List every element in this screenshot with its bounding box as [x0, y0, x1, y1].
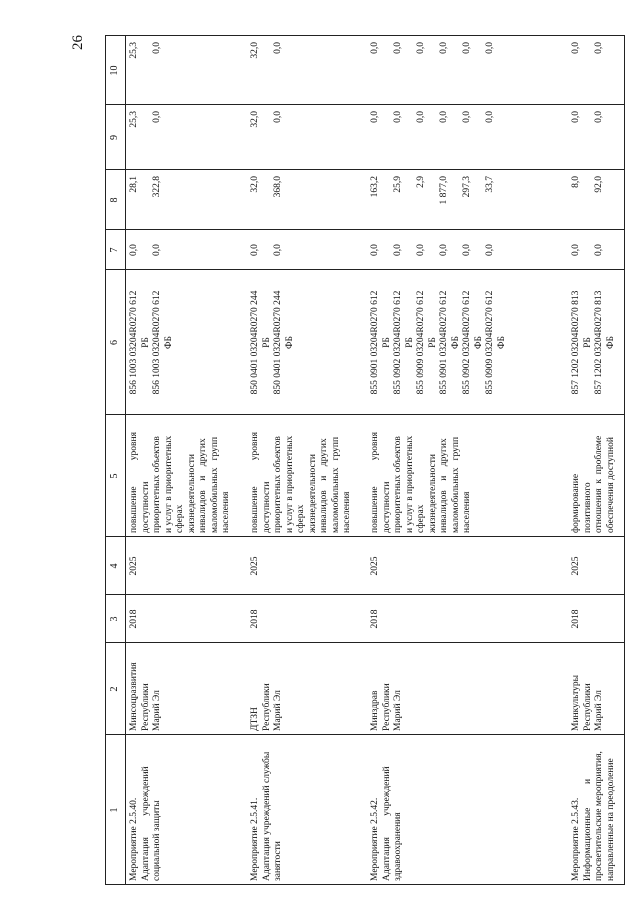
start-year-cell: 2018 [571, 609, 581, 629]
col-header: 10 [109, 65, 120, 76]
budget-code-cell: 857 1202 03204R0270 813 РБ 857 1202 03204R0270 813 ФБ [571, 290, 616, 395]
activity-cell: Мероприятие 2.5.40. Адаптация учреждений социальной защиты [129, 766, 162, 881]
col-header: 9 [109, 135, 120, 140]
document-table [105, 35, 625, 885]
executor-cell: Минсоцразвития Республики Марий Эл [129, 662, 162, 731]
budget-code-cell: 850 0401 03204R0270 244 РБ 850 0401 03204R0270 244 ФБ [250, 290, 295, 395]
value-cell: 25,3 0,0 [129, 111, 162, 128]
activity-cell: Мероприятие 2.5.43. Информационные и просветительские мероприятия, направленные на преодоление [571, 751, 616, 881]
value-cell: 0,0 0,0 [250, 244, 283, 256]
value-cell: 32,0 368,0 [250, 176, 283, 198]
executor-cell: Минздрав Республики Марий Эл [370, 683, 403, 731]
budget-code-cell: 856 1003 03204R0270 612 РБ 856 1003 03204R0270 612 ФБ [129, 290, 174, 395]
col-border [105, 229, 625, 230]
col-border [105, 594, 625, 595]
col-border [105, 169, 625, 170]
value-cell: 0,0 0,0 [571, 111, 604, 123]
col-border [105, 884, 625, 885]
end-year-cell: 2025 [370, 556, 380, 576]
value-cell: 28,1 322,8 [129, 176, 162, 198]
value-cell: 0,0 0,0 [571, 42, 604, 54]
value-cell: 0,0 0,0 0,0 0,0 0,0 0,0 [370, 42, 495, 54]
col-border [105, 536, 625, 537]
result-cell: формирование позитивного отношения к проблеме обеспечения доступной [571, 435, 616, 533]
value-cell: 32,0 0,0 [250, 111, 283, 128]
executor-cell: ДТЗН Республики Марий Эл [250, 683, 283, 731]
start-year-cell: 2018 [129, 609, 139, 629]
budget-code-cell: 855 0901 03204R0270 612 РБ 855 0902 03204R0270 612 РБ 855 0909 03204R0270 612 РБ 855 0901 03204R0270 612 ФБ 855 0902 03204R0270 612 ФБ 855 0909 03204R0270 612 ФБ [370, 290, 507, 395]
page-number: 26 [70, 35, 86, 50]
col-border [105, 414, 625, 415]
end-year-cell: 2025 [250, 556, 260, 576]
col-border [105, 104, 625, 105]
col-header: 6 [109, 340, 120, 345]
col-header: 2 [109, 686, 120, 692]
value-cell: 163,2 25,9 2,9 1 877,0 297,3 33,7 [370, 176, 495, 205]
result-cell: повышение уровня доступности приоритетных объектов и услуг в приоритетных сферах жизнедеятельности инвалидов и других маломобильных групп населения [250, 432, 352, 533]
start-year-cell: 2018 [370, 609, 380, 629]
result-cell: повышение уровня доступности приоритетных объектов и услуг в приоритетных сферах жизнедеятельности инвалидов и других маломобильных групп населения [370, 432, 472, 533]
col-header: 7 [109, 247, 120, 253]
col-header: 4 [109, 563, 120, 569]
executor-cell: Минкультуры Республики Марий Эл [571, 674, 604, 731]
value-cell: 0,0 0,0 0,0 0,0 0,0 0,0 [370, 111, 495, 123]
start-year-cell: 2018 [250, 609, 260, 629]
col-border [105, 734, 625, 735]
col-header: 8 [109, 197, 120, 203]
value-cell: 0,0 0,0 [571, 244, 604, 256]
value-cell: 0,0 0,0 [129, 244, 162, 256]
col-header: 5 [109, 473, 120, 479]
value-cell: 32,0 0,0 [250, 42, 283, 59]
activity-cell: Мероприятие 2.5.41. Адаптация учреждений службы занятости [250, 751, 283, 881]
result-cell: повышение уровня доступности приоритетных объектов и услуг в приоритетных сферах жизнедеятельности инвалидов и других маломобильных групп населения [129, 432, 231, 533]
header-rule [125, 35, 126, 885]
value-cell: 0,0 0,0 0,0 0,0 0,0 0,0 [370, 244, 495, 256]
end-year-cell: 2025 [129, 556, 139, 576]
value-cell: 25,3 0,0 [129, 42, 162, 59]
value-cell: 8,0 92,0 [571, 176, 604, 193]
col-header: 3 [109, 616, 120, 622]
col-border [105, 642, 625, 643]
activity-cell: Мероприятие 2.5.42. Адаптация учреждений здравоохранения [370, 766, 403, 881]
end-year-cell: 2025 [571, 556, 581, 576]
table-bottom-rule [624, 35, 625, 885]
col-border [105, 35, 625, 36]
col-border [105, 269, 625, 270]
col-header: 1 [109, 807, 120, 813]
